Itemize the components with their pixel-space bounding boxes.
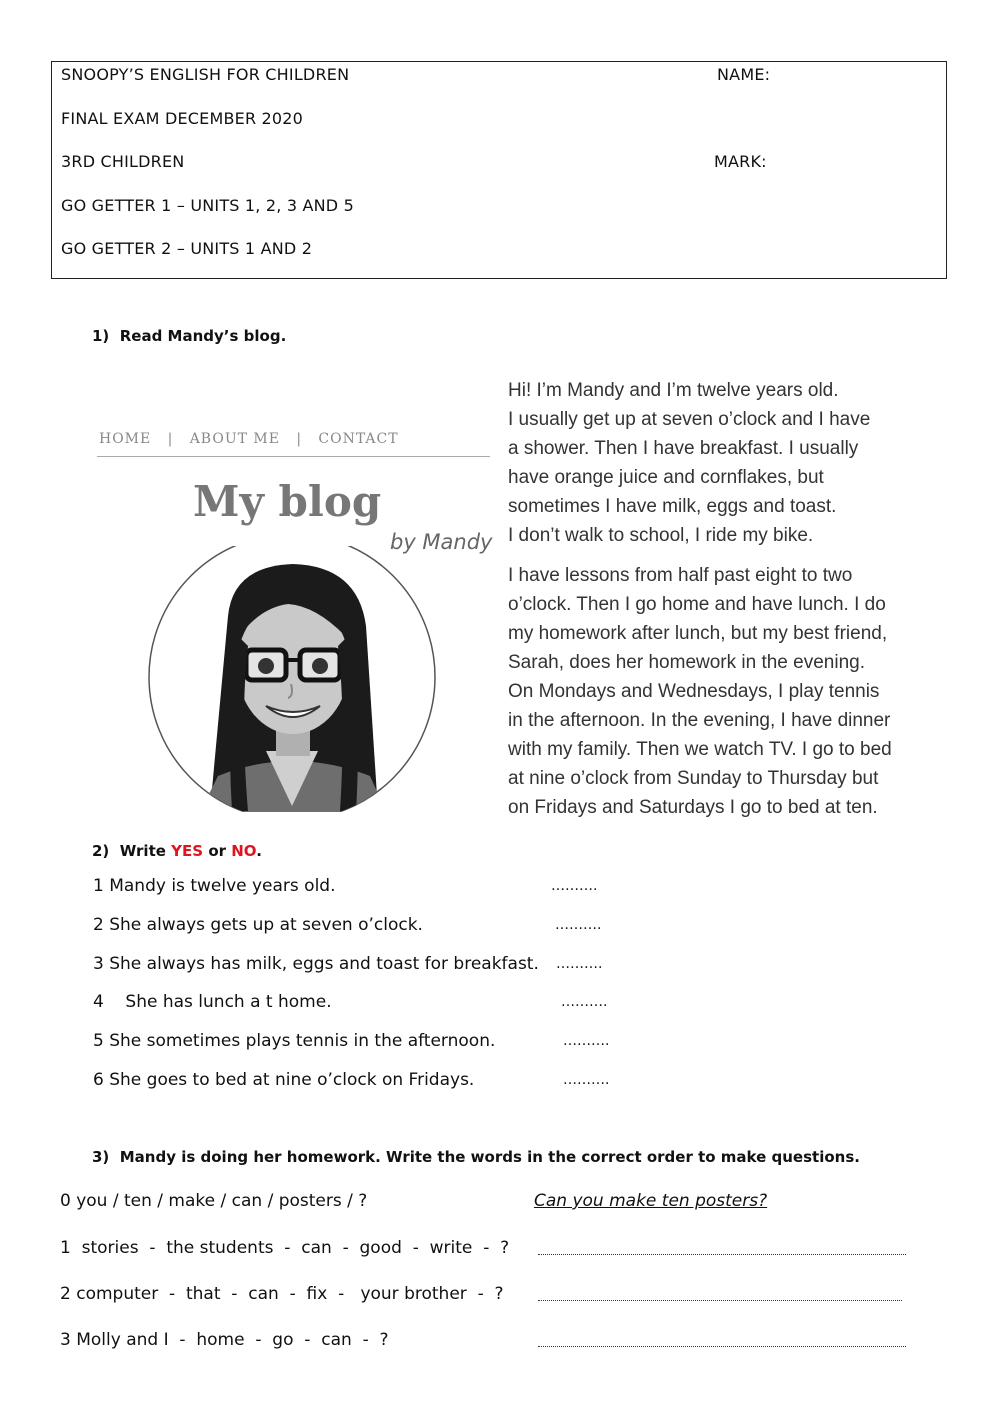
- book-units-1: GO GETTER 1 – UNITS 1, 2, 3 AND 5: [61, 196, 354, 215]
- section2-write: Write: [119, 842, 166, 860]
- level-label: 3RD CHILDREN: [61, 152, 185, 171]
- answer-blank[interactable]: ……….: [563, 1072, 610, 1088]
- answer-blank[interactable]: ……….: [563, 1033, 610, 1049]
- blog-line: sometimes I have milk, eggs and toast.: [508, 496, 837, 517]
- answer-blank[interactable]: ……….: [561, 994, 608, 1010]
- nav-separator: |: [296, 431, 303, 447]
- nav-home: HOME: [99, 431, 152, 447]
- section2-heading: [92, 842, 262, 860]
- blog-byline: by Mandy: [390, 530, 493, 554]
- no-keyword: NO: [231, 842, 257, 860]
- blog-title: My blog: [193, 477, 382, 526]
- section1-number: 1): [92, 327, 110, 345]
- blog-line: with my family. Then we watch TV. I go to bed: [508, 739, 892, 760]
- nav-contact: CONTACT: [318, 431, 399, 447]
- section1-title: Read Mandy’s blog.: [119, 327, 287, 345]
- yes-no-statement: 1 Mandy is twelve years old.: [93, 876, 336, 896]
- yes-no-statement: 3 She always has milk, eggs and toast for breakfast.: [93, 954, 539, 974]
- blog-line: in the afternoon. In the evening, I have dinner: [508, 710, 891, 731]
- blog-line: on Fridays and Saturdays I go to bed at ten.: [508, 797, 878, 818]
- example-answer: Can you make ten posters?: [534, 1191, 768, 1211]
- blog-line: Hi! I’m Mandy and I’m twelve years old.: [508, 380, 839, 401]
- blog-line: I have lessons from half past eight to two: [508, 565, 853, 586]
- exam-header-box: [51, 61, 947, 279]
- blog-paragraph-2: [508, 561, 892, 822]
- school-name: SNOOPY’S ENGLISH FOR CHILDREN: [61, 65, 350, 84]
- blog-line: On Mondays and Wednesdays, I play tennis: [508, 681, 880, 702]
- yes-no-statement: 4 She has lunch a t home.: [93, 992, 332, 1012]
- mark-label: MARK:: [714, 152, 767, 171]
- answer-line[interactable]: [538, 1346, 906, 1347]
- answer-line[interactable]: [538, 1300, 902, 1301]
- blog-line: I usually get up at seven o’clock and I have: [508, 409, 871, 430]
- blog-line: I don’t walk to school, I ride my bike.: [508, 525, 814, 546]
- name-label: NAME:: [717, 65, 771, 84]
- section1-heading: [92, 327, 286, 345]
- nav-separator: |: [167, 431, 174, 447]
- mandy-avatar: [148, 546, 438, 812]
- blog-line: have orange juice and cornflakes, but: [508, 467, 824, 488]
- answer-blank[interactable]: ……….: [556, 956, 603, 972]
- question-prompt: 0 you / ten / make / can / posters / ?: [60, 1191, 368, 1211]
- answer-blank[interactable]: ……….: [551, 878, 598, 894]
- yes-no-statement: 2 She always gets up at seven o’clock.: [93, 915, 423, 935]
- section3-number: 3): [92, 1148, 110, 1166]
- blog-paragraph-1: [508, 376, 870, 550]
- section2-number: 2): [92, 842, 110, 860]
- answer-line[interactable]: [538, 1254, 906, 1255]
- section3-heading: [92, 1148, 860, 1166]
- question-prompt: 2 computer - that - can - fix - your brother - ?: [60, 1284, 504, 1304]
- book-units-2: GO GETTER 2 – UNITS 1 AND 2: [61, 239, 313, 258]
- nav-divider: [97, 456, 490, 457]
- yes-keyword: YES: [171, 842, 204, 860]
- section2-period: .: [256, 842, 262, 860]
- blog-line: Sarah, does her homework in the evening.: [508, 652, 865, 673]
- question-prompt: 3 Molly and I - home - go - can - ?: [60, 1330, 389, 1350]
- nav-about: ABOUT ME: [189, 431, 280, 447]
- question-prompt: 1 stories - the students - can - good - write - ?: [60, 1238, 510, 1258]
- section2-or: or: [208, 842, 227, 860]
- exam-title: FINAL EXAM DECEMBER 2020: [61, 109, 304, 128]
- blog-line: my homework after lunch, but my best friend,: [508, 623, 888, 644]
- blog-line: at nine o’clock from Sunday to Thursday but: [508, 768, 879, 789]
- blog-line: a shower. Then I have breakfast. I usually: [508, 438, 859, 459]
- blog-nav: [99, 431, 399, 447]
- answer-blank[interactable]: ……….: [555, 917, 602, 933]
- yes-no-statement: 5 She sometimes plays tennis in the afternoon.: [93, 1031, 496, 1051]
- yes-no-statement: 6 She goes to bed at nine o’clock on Fridays.: [93, 1070, 475, 1090]
- blog-line: o’clock. Then I go home and have lunch. I do: [508, 594, 886, 615]
- section3-title: Mandy is doing her homework. Write the words in the correct order to make questions.: [119, 1148, 860, 1166]
